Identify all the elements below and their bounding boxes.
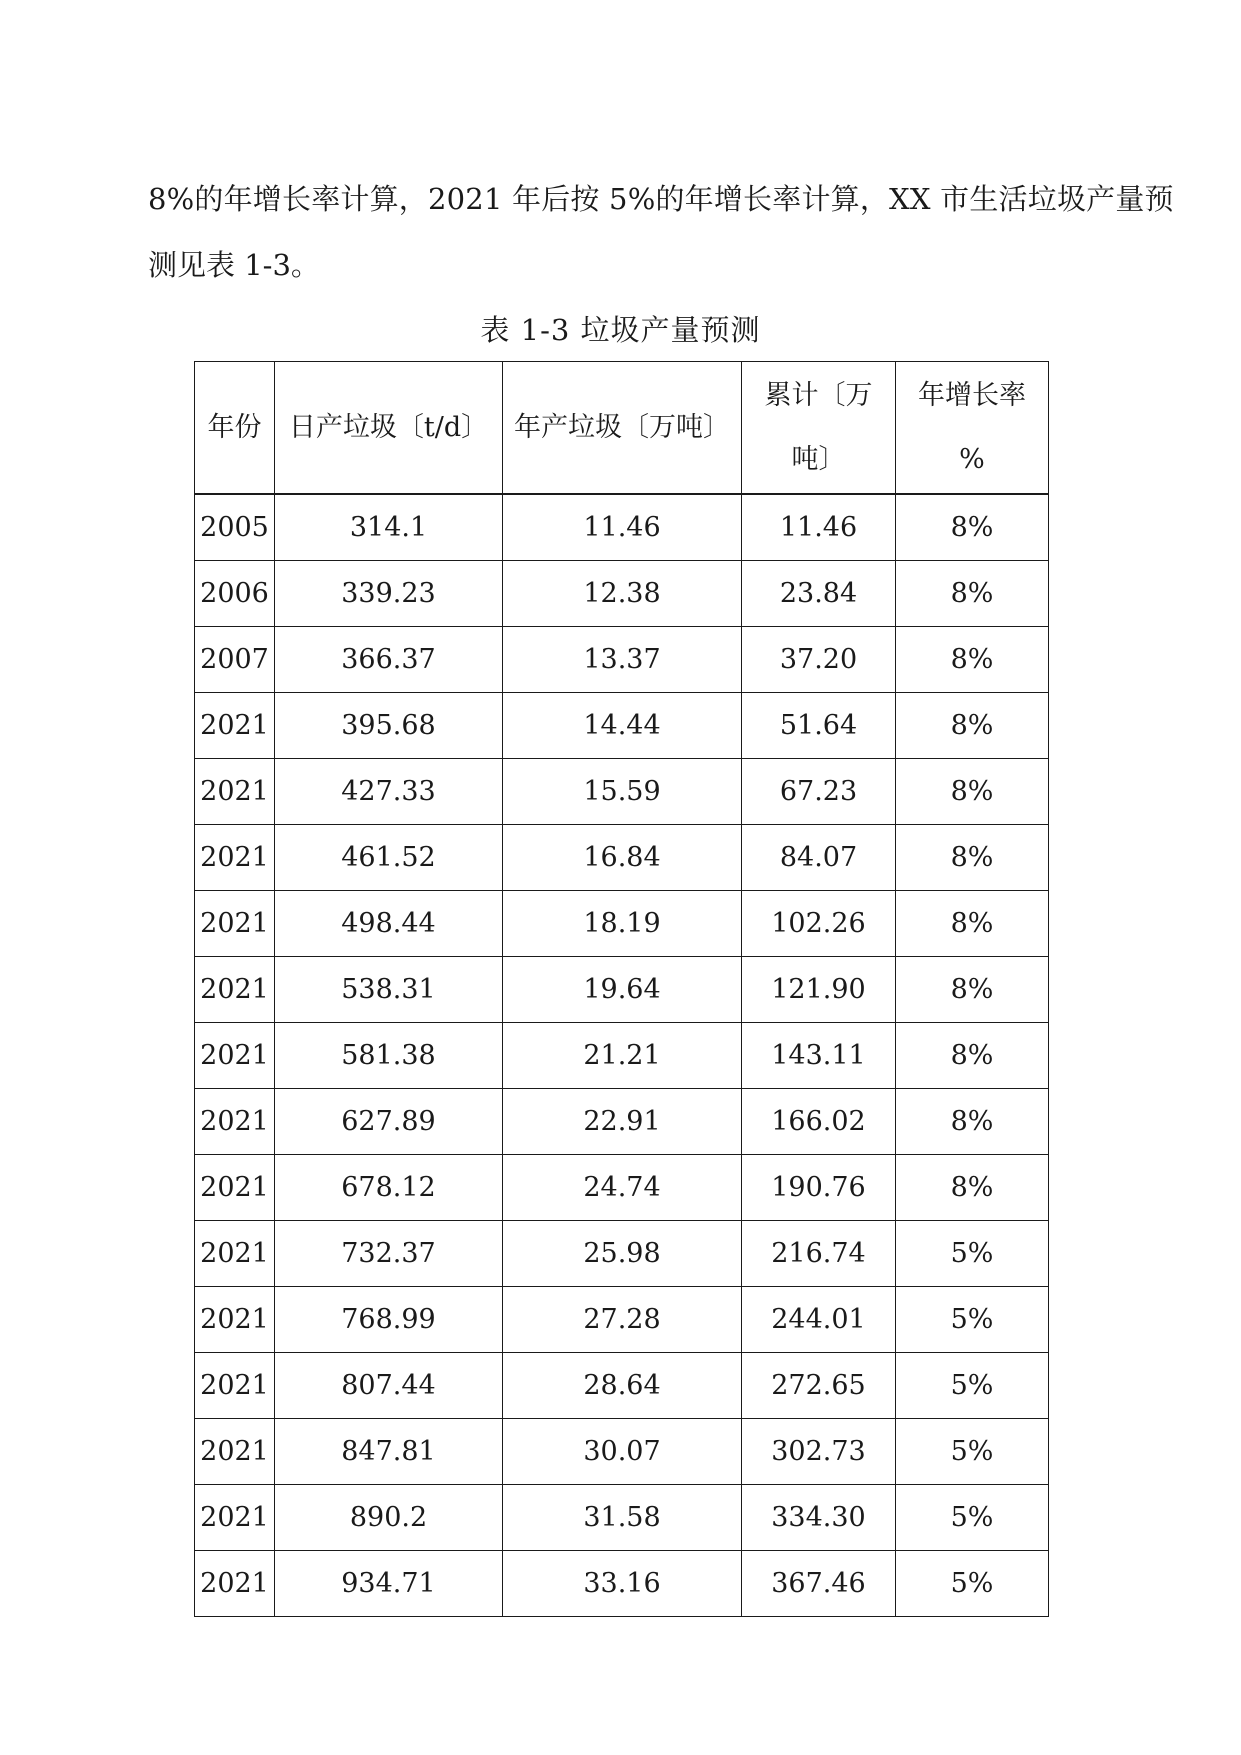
cell-year: 2021 [195, 891, 275, 957]
cell-rate: 8% [896, 759, 1049, 825]
cell-rate: 8% [896, 957, 1049, 1023]
cell-rate: 8% [896, 825, 1049, 891]
cell-cumulative: 190.76 [742, 1155, 896, 1221]
cell-rate: 8% [896, 1089, 1049, 1155]
cell-rate: 8% [896, 1023, 1049, 1089]
cell-annual: 22.91 [503, 1089, 742, 1155]
cell-year: 2021 [195, 693, 275, 759]
cell-annual: 16.84 [503, 825, 742, 891]
cell-cumulative: 143.11 [742, 1023, 896, 1089]
cell-year: 2007 [195, 627, 275, 693]
cell-year: 2021 [195, 1485, 275, 1551]
cell-annual: 18.19 [503, 891, 742, 957]
table-row [195, 891, 1049, 957]
cell-cumulative: 23.84 [742, 561, 896, 627]
cell-annual: 33.16 [503, 1551, 742, 1617]
table-row [195, 1551, 1049, 1617]
table-row [195, 1353, 1049, 1419]
cell-rate: 8% [896, 561, 1049, 627]
header-annual: 年产垃圾〔万吨〕 [503, 362, 742, 495]
table-row [195, 627, 1049, 693]
header-cumulative-line-2: 吨〕 [791, 443, 846, 475]
table-row [195, 1419, 1049, 1485]
cell-cumulative: 121.90 [742, 957, 896, 1023]
table-row [195, 1287, 1049, 1353]
body-paragraph-line-2: 测见表 1-3。 [148, 248, 320, 282]
table-body [195, 494, 1049, 1617]
cell-daily: 847.81 [275, 1419, 503, 1485]
cell-cumulative: 102.26 [742, 891, 896, 957]
cell-year: 2021 [195, 1353, 275, 1419]
cell-cumulative: 302.73 [742, 1419, 896, 1485]
cell-rate: 8% [896, 1155, 1049, 1221]
cell-cumulative: 216.74 [742, 1221, 896, 1287]
cell-daily: 366.37 [275, 627, 503, 693]
cell-daily: 395.68 [275, 693, 503, 759]
cell-rate: 5% [896, 1287, 1049, 1353]
cell-cumulative: 166.02 [742, 1089, 896, 1155]
cell-year: 2021 [195, 957, 275, 1023]
table-row [195, 1155, 1049, 1221]
header-growth-rate-line-2: % [959, 443, 985, 475]
cell-rate: 5% [896, 1419, 1049, 1485]
cell-rate: 5% [896, 1353, 1049, 1419]
garbage-forecast-table [194, 361, 1049, 1617]
cell-daily: 678.12 [275, 1155, 503, 1221]
cell-year: 2021 [195, 1089, 275, 1155]
table-row [195, 1023, 1049, 1089]
cell-annual: 27.28 [503, 1287, 742, 1353]
table-caption: 表 1-3 垃圾产量预测 [480, 313, 761, 347]
cell-annual: 14.44 [503, 693, 742, 759]
cell-annual: 31.58 [503, 1485, 742, 1551]
cell-year: 2021 [195, 1155, 275, 1221]
cell-cumulative: 67.23 [742, 759, 896, 825]
cell-cumulative: 84.07 [742, 825, 896, 891]
cell-rate: 8% [896, 627, 1049, 693]
cell-annual: 30.07 [503, 1419, 742, 1485]
cell-annual: 12.38 [503, 561, 742, 627]
cell-rate: 8% [896, 891, 1049, 957]
header-year: 年份 [195, 362, 275, 495]
cell-annual: 25.98 [503, 1221, 742, 1287]
cell-daily: 768.99 [275, 1287, 503, 1353]
cell-rate: 5% [896, 1485, 1049, 1551]
cell-year: 2021 [195, 1287, 275, 1353]
cell-year: 2021 [195, 825, 275, 891]
cell-year: 2021 [195, 759, 275, 825]
cell-cumulative: 11.46 [742, 494, 896, 561]
cell-daily: 314.1 [275, 494, 503, 561]
cell-year: 2021 [195, 1023, 275, 1089]
cell-cumulative: 244.01 [742, 1287, 896, 1353]
cell-daily: 498.44 [275, 891, 503, 957]
cell-annual: 21.21 [503, 1023, 742, 1089]
cell-daily: 461.52 [275, 825, 503, 891]
cell-daily: 627.89 [275, 1089, 503, 1155]
cell-year: 2005 [195, 494, 275, 561]
cell-rate: 5% [896, 1221, 1049, 1287]
table-row [195, 1485, 1049, 1551]
cell-daily: 538.31 [275, 957, 503, 1023]
header-cumulative [742, 362, 896, 495]
cell-cumulative: 367.46 [742, 1551, 896, 1617]
cell-daily: 339.23 [275, 561, 503, 627]
table-row [195, 1221, 1049, 1287]
cell-daily: 890.2 [275, 1485, 503, 1551]
cell-cumulative: 37.20 [742, 627, 896, 693]
cell-daily: 427.33 [275, 759, 503, 825]
cell-rate: 8% [896, 693, 1049, 759]
cell-cumulative: 272.65 [742, 1353, 896, 1419]
cell-daily: 934.71 [275, 1551, 503, 1617]
cell-rate: 8% [896, 494, 1049, 561]
cell-cumulative: 51.64 [742, 693, 896, 759]
cell-daily: 807.44 [275, 1353, 503, 1419]
table-row [195, 825, 1049, 891]
table-row [195, 494, 1049, 561]
cell-year: 2021 [195, 1221, 275, 1287]
header-cumulative-line-1: 累计〔万 [764, 379, 873, 411]
cell-annual: 11.46 [503, 494, 742, 561]
cell-rate: 5% [896, 1551, 1049, 1617]
table-row [195, 957, 1049, 1023]
header-daily: 日产垃圾〔t/d〕 [275, 362, 503, 495]
cell-annual: 24.74 [503, 1155, 742, 1221]
cell-year: 2006 [195, 561, 275, 627]
body-paragraph-line-1: 8%的年增长率计算，2021 年后按 5%的年增长率计算，XX 市生活垃圾产量预 [148, 182, 1174, 216]
cell-annual: 13.37 [503, 627, 742, 693]
header-growth-rate [896, 362, 1049, 495]
cell-daily: 732.37 [275, 1221, 503, 1287]
header-growth-rate-line-1: 年增长率 [918, 379, 1026, 411]
cell-annual: 19.64 [503, 957, 742, 1023]
table-row [195, 561, 1049, 627]
table-header-row [195, 362, 1049, 495]
cell-cumulative: 334.30 [742, 1485, 896, 1551]
cell-annual: 28.64 [503, 1353, 742, 1419]
cell-year: 2021 [195, 1419, 275, 1485]
cell-year: 2021 [195, 1551, 275, 1617]
cell-annual: 15.59 [503, 759, 742, 825]
table-row [195, 759, 1049, 825]
table-row [195, 693, 1049, 759]
cell-daily: 581.38 [275, 1023, 503, 1089]
table-row [195, 1089, 1049, 1155]
